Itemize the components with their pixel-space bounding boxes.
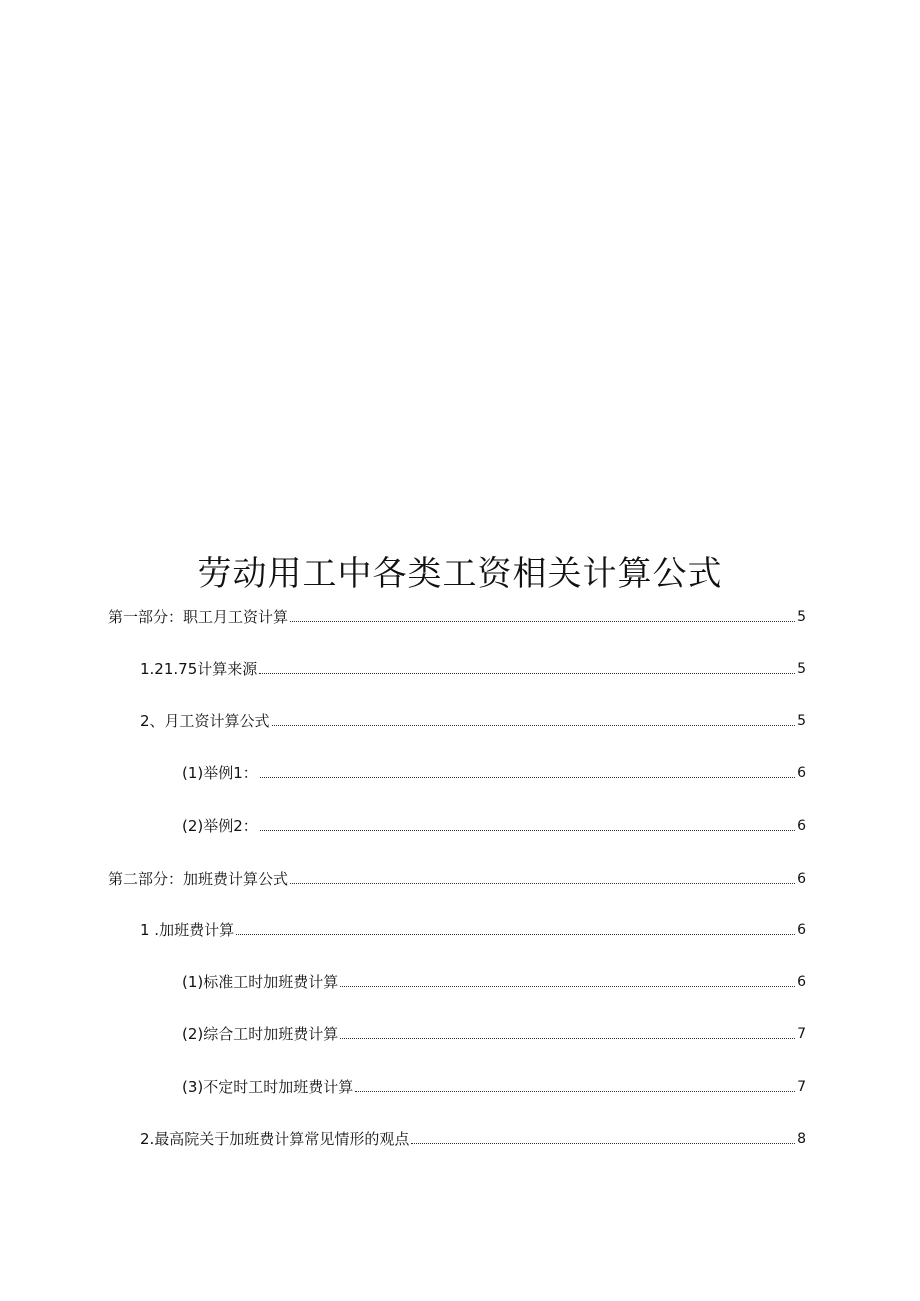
toc-dot-leader <box>340 986 795 987</box>
toc-entry-2-1-3[interactable] <box>182 1073 806 1097</box>
toc-entry-page: 6 <box>797 818 806 834</box>
toc-entry-part-1[interactable] <box>108 603 806 627</box>
toc-entry-1-1[interactable] <box>140 655 806 679</box>
toc-entry-label: 2.最高院关于加班费计算常见情形的观点 <box>140 1130 410 1148</box>
toc-entry-page: 6 <box>797 974 806 990</box>
toc-dot-leader <box>290 621 795 622</box>
toc-entry-page: 7 <box>797 1026 806 1042</box>
toc-dot-leader <box>340 1038 795 1039</box>
toc-entry-label: (1)举例1： <box>182 764 258 782</box>
toc-entry-label: 2、月工资计算公式 <box>140 712 270 730</box>
toc-entry-page: 6 <box>797 765 806 781</box>
toc-entry-page: 6 <box>797 922 806 938</box>
toc-dot-leader <box>272 725 796 726</box>
toc-entry-page: 7 <box>797 1079 806 1095</box>
toc-entry-label: (1)标准工时加班费计算 <box>182 973 339 991</box>
toc-entry-page: 5 <box>797 609 806 625</box>
toc-entry-label: (2)举例2： <box>182 817 258 835</box>
toc-entry-1-2[interactable] <box>140 707 806 731</box>
toc-dot-leader <box>290 883 795 884</box>
toc-entry-label: 第二部分：加班费计算公式 <box>108 870 289 888</box>
toc-dot-leader <box>411 1143 795 1144</box>
toc-entry-page: 5 <box>797 713 806 729</box>
toc-entry-label: 1.21.75计算来源 <box>140 660 258 678</box>
toc-entry-label: 第一部分：职工月工资计算 <box>108 608 289 626</box>
document-title: 劳动用工中各类工资相关计算公式 <box>197 554 723 594</box>
toc-entry-page: 5 <box>797 661 806 677</box>
toc-entry-label: (3)不定时工时加班费计算 <box>182 1078 354 1096</box>
toc-entry-2-1[interactable] <box>140 916 806 940</box>
toc-entry-page: 6 <box>797 871 806 887</box>
toc-entry-1-2-2[interactable] <box>182 812 806 836</box>
toc-entry-part-2[interactable] <box>108 865 806 889</box>
toc-entry-1-2-1[interactable] <box>182 759 806 783</box>
toc-dot-leader <box>260 777 795 778</box>
toc-dot-leader <box>260 830 795 831</box>
toc-entry-page: 8 <box>797 1131 806 1147</box>
toc-dot-leader <box>259 673 795 674</box>
toc-entry-label: 1 .加班费计算 <box>140 921 235 939</box>
toc-entry-2-1-2[interactable] <box>182 1020 806 1044</box>
toc-dot-leader <box>236 934 795 935</box>
toc-entry-2-2[interactable] <box>140 1125 806 1149</box>
toc-entry-2-1-1[interactable] <box>182 968 806 992</box>
toc-dot-leader <box>355 1091 795 1092</box>
toc-entry-label: (2)综合工时加班费计算 <box>182 1025 339 1043</box>
